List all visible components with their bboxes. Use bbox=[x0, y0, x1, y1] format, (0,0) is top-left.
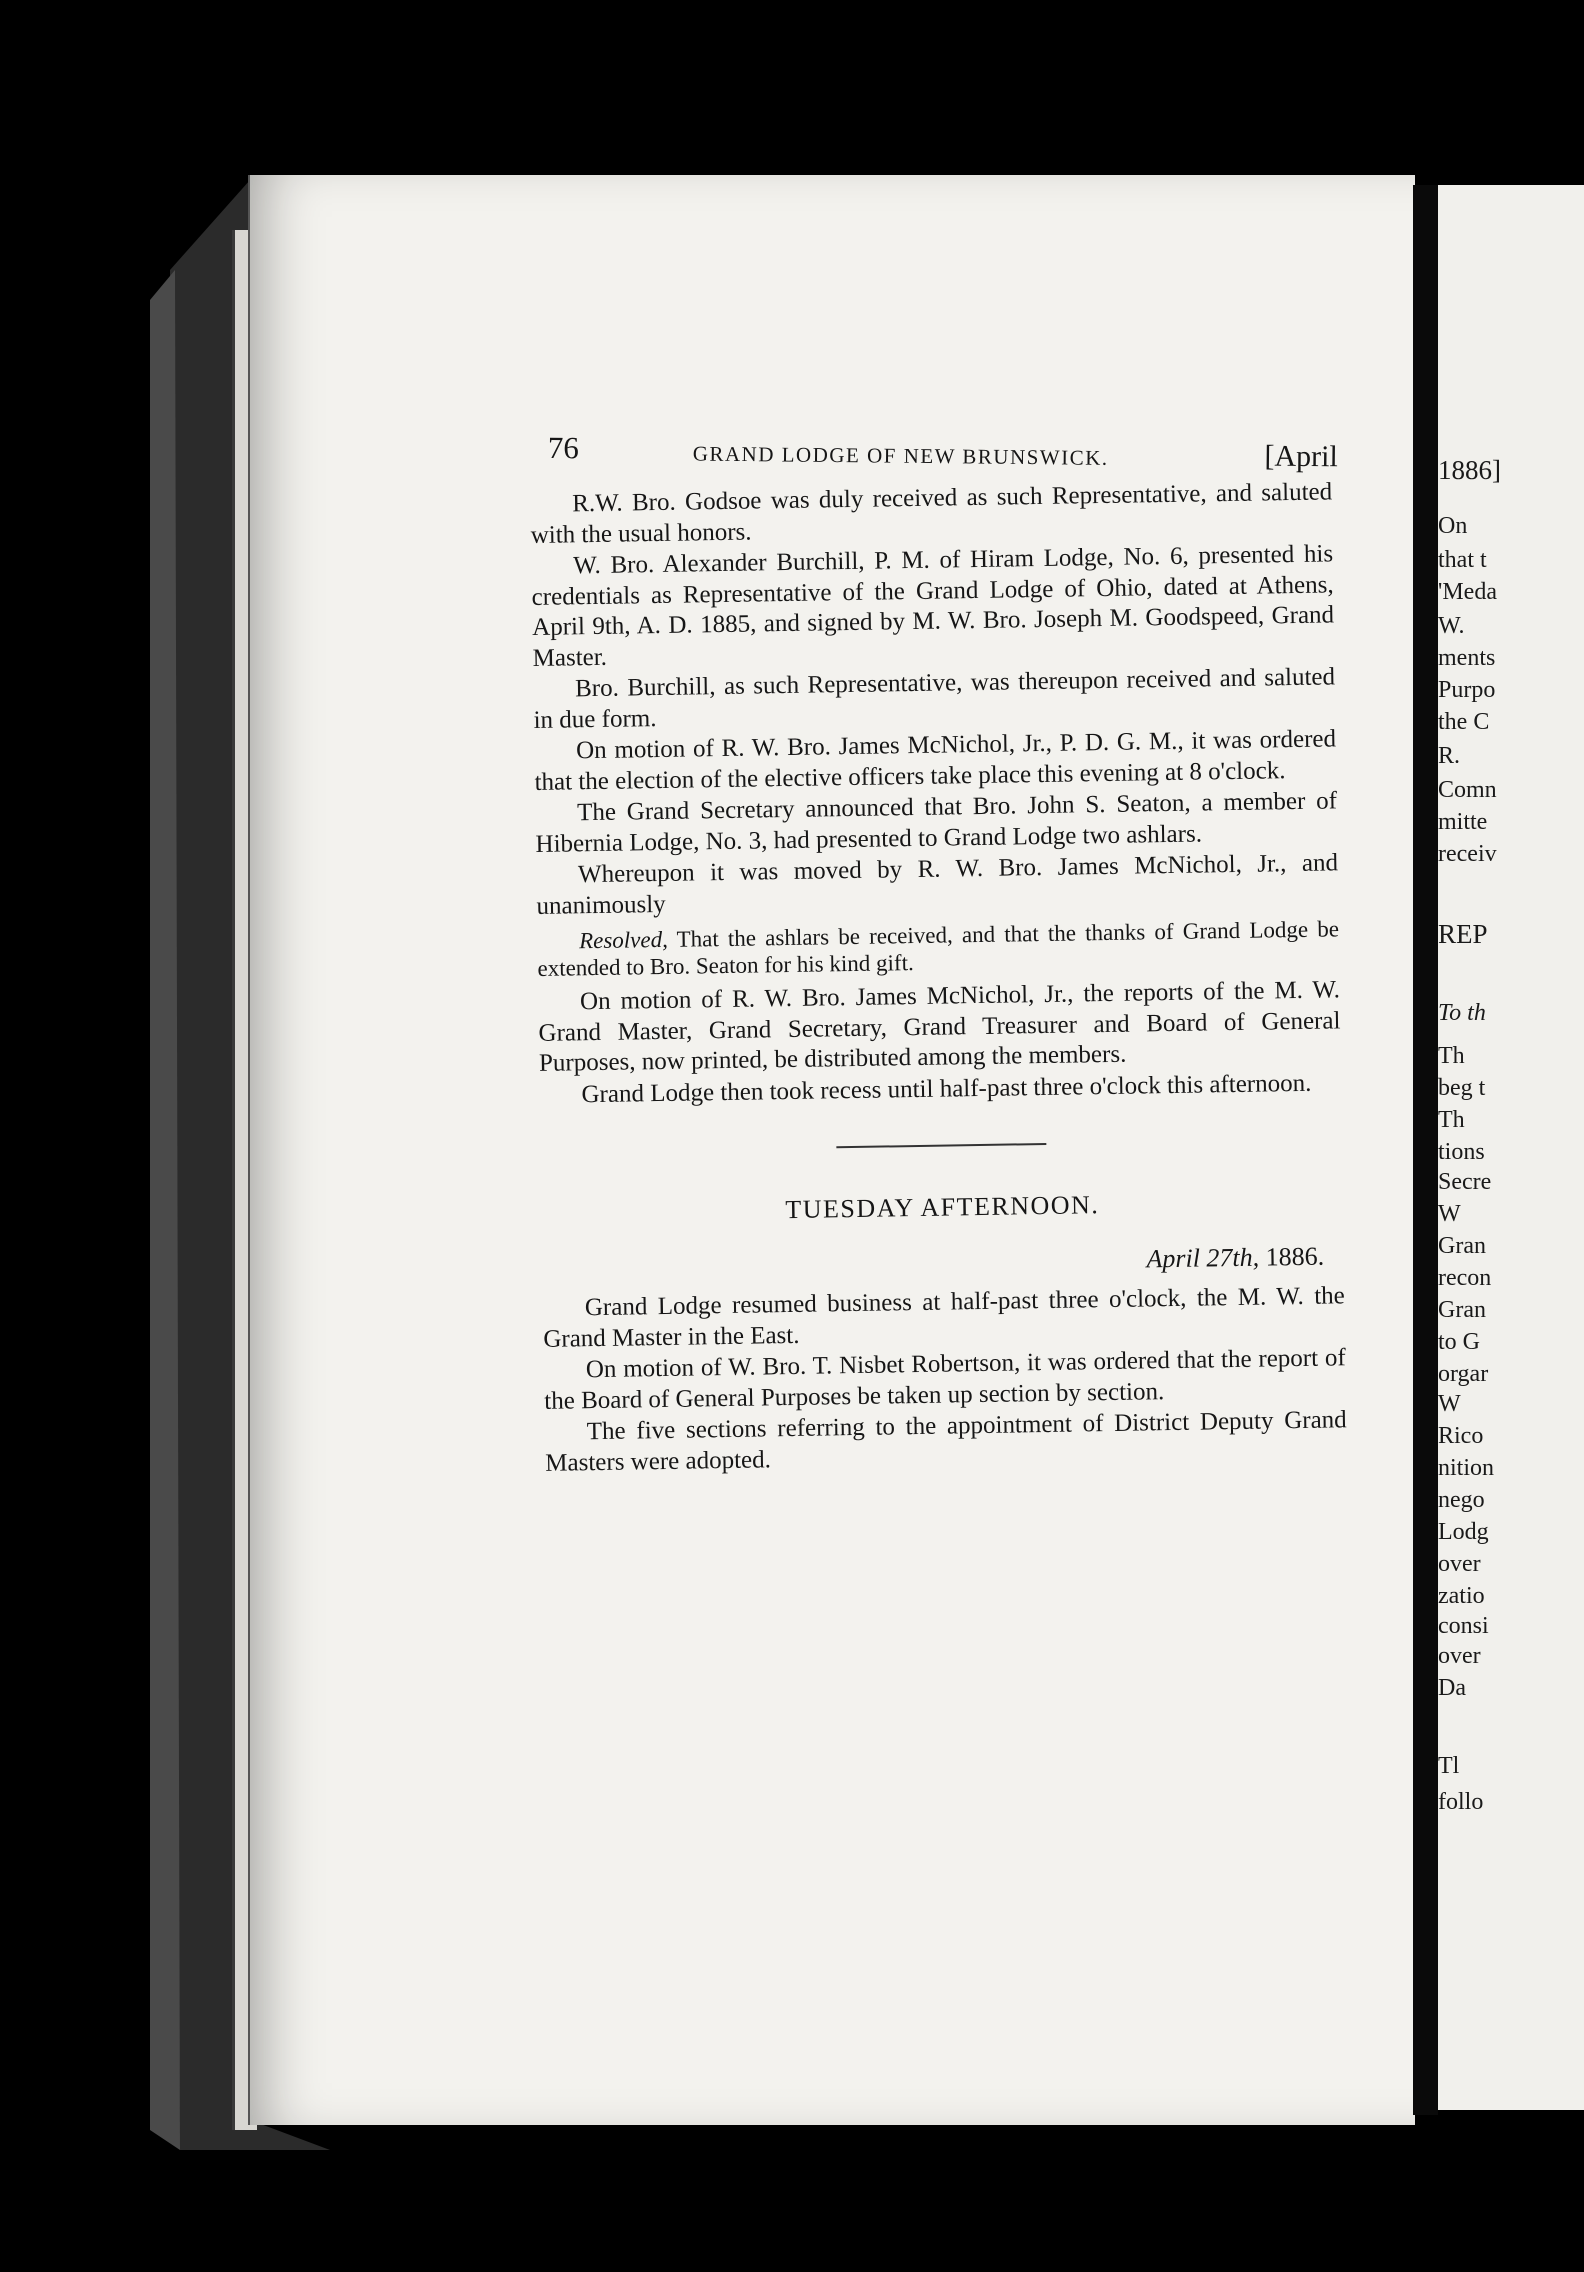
section-heading: TUESDAY AFTERNOON. bbox=[785, 1190, 1100, 1225]
right-line: W. bbox=[1438, 613, 1465, 639]
right-line: Gran bbox=[1438, 1297, 1486, 1323]
right-line: Rico bbox=[1438, 1423, 1484, 1449]
right-line: Tl bbox=[1438, 1753, 1460, 1779]
paragraph: On motion of W. Bro. T. Nisbet Robertson, it was ordered that the report of the Board of General Purposes be taken up section by section. bbox=[544, 1344, 1346, 1415]
book-page-right bbox=[1438, 185, 1584, 2110]
paragraph: W. Bro. Alexander Burchill, P. M. of Hiram Lodge, No. 6, presented his credentials as Representative of the Grand Lodge of Ohio, dated at Athens, April 9th, A. D. 1885, and signed by M. W. Bro. Joseph M. Goodspeed, Grand Master. bbox=[531, 540, 1335, 672]
right-line: REP bbox=[1438, 919, 1488, 949]
right-line: tions bbox=[1438, 1139, 1485, 1165]
right-line: Th bbox=[1438, 1107, 1465, 1133]
running-title: GRAND LODGE OF NEW BRUNSWICK. bbox=[692, 441, 1109, 470]
book-gutter bbox=[1413, 185, 1438, 2115]
dateline-date: April 27th, bbox=[1146, 1242, 1260, 1273]
right-line: orgar bbox=[1438, 1361, 1489, 1387]
running-month: [April bbox=[1264, 439, 1338, 474]
paragraph: The Grand Secretary announced that Bro. John S. Seaton, a member of Hibernia Lodge, No. 3, had presented to Grand Lodge two ashlars. bbox=[535, 787, 1338, 858]
right-line: W bbox=[1438, 1201, 1461, 1227]
right-line: mitte bbox=[1438, 809, 1488, 835]
right-line: Secre bbox=[1438, 1169, 1492, 1195]
resolved-word: Resolved, bbox=[578, 926, 669, 954]
paragraph: Whereupon it was moved by R. W. Bro. James McNichol, Jr., and unanimously bbox=[536, 849, 1339, 920]
right-line: that t bbox=[1438, 547, 1487, 573]
right-line: over bbox=[1438, 1643, 1481, 1669]
resolution-paragraph bbox=[537, 915, 1340, 982]
page-number: 76 bbox=[547, 430, 579, 466]
right-line: zatio bbox=[1438, 1583, 1485, 1609]
right-line: Th bbox=[1438, 1043, 1465, 1069]
paragraph: Bro. Burchill, as such Representative, was thereupon received and saluted in due form. bbox=[533, 663, 1336, 734]
right-line: beg t bbox=[1438, 1075, 1486, 1101]
right-line: Da bbox=[1438, 1675, 1466, 1701]
right-line: On bbox=[1438, 513, 1468, 539]
right-line: nition bbox=[1438, 1455, 1495, 1481]
paragraph: The five sections referring to the appointment of District Deputy Grand Masters were adopted. bbox=[545, 1406, 1347, 1477]
right-line: over bbox=[1438, 1551, 1481, 1577]
paragraph: On motion of R. W. Bro. James McNichol, Jr., P. D. G. M., it was ordered that the election of the elective officers take place this evening at 8 o'clock. bbox=[534, 725, 1337, 796]
right-line: follo bbox=[1438, 1789, 1484, 1815]
right-line: nego bbox=[1438, 1487, 1485, 1513]
paragraph: R.W. Bro. Godsoe was duly received as such Representative, and saluted with the usual honors. bbox=[530, 478, 1333, 549]
right-line: To th bbox=[1438, 1000, 1486, 1026]
right-line: the C bbox=[1438, 709, 1490, 735]
dateline-year: 1886. bbox=[1258, 1241, 1325, 1272]
right-line: Purpo bbox=[1438, 677, 1496, 703]
right-line: Comn bbox=[1438, 777, 1497, 803]
right-line: receiv bbox=[1438, 841, 1497, 867]
paragraph: On motion of R. W. Bro. James McNichol, Jr., the reports of the M. W. Grand Master, Grand Secretary, Grand Treasurer and Board of General Purposes, now printed, be distributed among the members. bbox=[538, 976, 1341, 1077]
right-line: ments bbox=[1438, 645, 1496, 671]
right-line: recon bbox=[1438, 1265, 1492, 1291]
paragraph: Grand Lodge then took recess until half-past three o'clock this afternoon. bbox=[581, 1069, 1312, 1108]
right-line: consi bbox=[1438, 1613, 1489, 1639]
right-line: 'Meda bbox=[1438, 579, 1497, 605]
dateline bbox=[542, 1241, 1324, 1284]
right-line: Gran bbox=[1438, 1233, 1486, 1259]
resolution-text: That the ashlars be received, and that the thanks of Grand Lodge be extended to Bro. Seaton for his kind gift. bbox=[537, 916, 1340, 981]
right-line: W bbox=[1438, 1391, 1461, 1417]
right-line: to G bbox=[1438, 1329, 1480, 1355]
right-line: Lodg bbox=[1438, 1519, 1489, 1545]
section-divider bbox=[836, 1143, 1046, 1148]
right-line: 1886] bbox=[1438, 455, 1501, 485]
right-line: R. bbox=[1438, 743, 1461, 769]
paragraph: Grand Lodge resumed business at half-past three o'clock, the M. W. the Grand Master in the East. bbox=[543, 1282, 1345, 1353]
page-body bbox=[530, 477, 1347, 1479]
